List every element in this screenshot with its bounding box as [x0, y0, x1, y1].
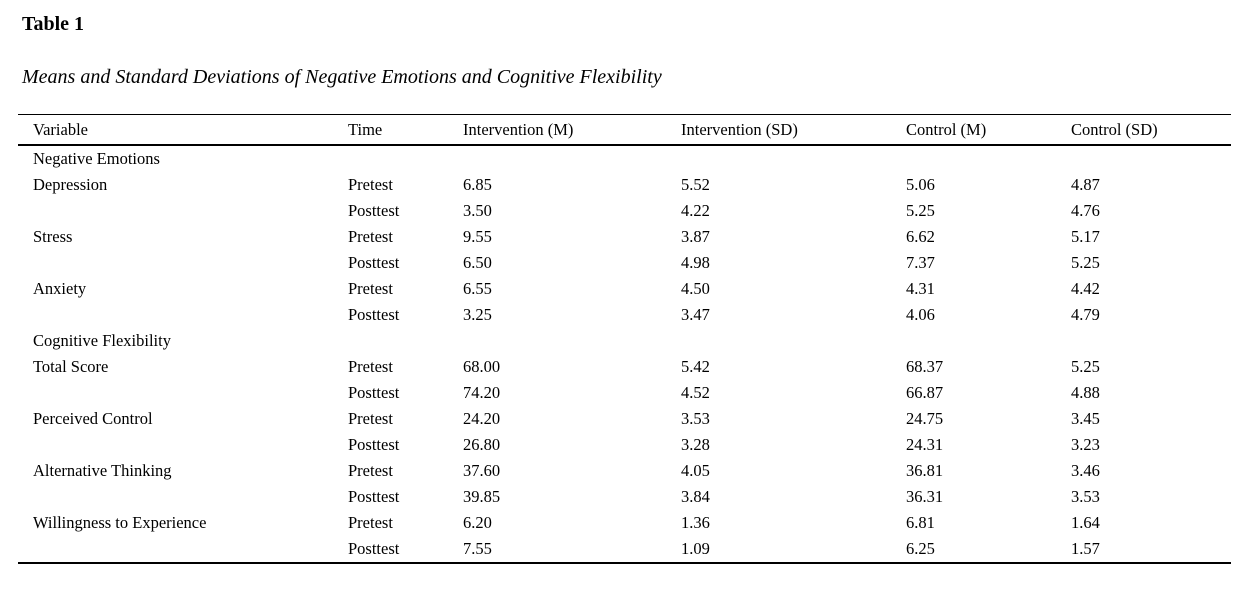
table-cell: 7.55	[463, 536, 681, 563]
table-row	[18, 250, 1231, 276]
table-cell	[18, 198, 348, 224]
table-cell: 36.31	[906, 487, 944, 506]
table-cell: 5.52	[681, 175, 710, 194]
table-cell: Pretest	[348, 175, 393, 194]
table-cell: 5.42	[681, 357, 710, 376]
table-row	[18, 432, 1231, 458]
table-cell	[681, 145, 906, 172]
table-cell	[18, 250, 348, 276]
table-cell: 36.81	[906, 461, 944, 480]
table-cell: Pretest	[348, 461, 393, 480]
column-header: Intervention (SD)	[681, 115, 906, 146]
table-cell: Stress	[33, 227, 73, 246]
table-cell: 4.06	[906, 305, 935, 324]
table-cell: Perceived Control	[33, 409, 153, 428]
table-cell	[1071, 145, 1231, 172]
table-row	[18, 406, 1231, 432]
table-cell: 3.47	[681, 305, 710, 324]
table-cell: 4.52	[681, 383, 710, 402]
table-row	[18, 145, 1231, 172]
table-cell: 66.87	[906, 383, 944, 402]
column-header: Control (M)	[906, 115, 1071, 146]
table-row	[18, 328, 1231, 354]
table-cell: 3.46	[1071, 461, 1100, 480]
table-cell: Posttest	[348, 253, 400, 272]
table-cell: 3.53	[1071, 487, 1100, 506]
table-row	[18, 354, 1231, 380]
table-cell: 6.81	[906, 513, 935, 532]
table-cell: Posttest	[348, 383, 400, 402]
table-cell: Alternative Thinking	[33, 461, 172, 480]
table-cell: Cognitive Flexibility	[33, 331, 171, 350]
table-cell: 9.55	[463, 227, 492, 246]
table-cell: Total Score	[33, 357, 109, 376]
table-label: Table 1	[22, 13, 85, 35]
table-row	[18, 536, 1231, 563]
table-cell	[906, 328, 1071, 354]
table-cell: 4.50	[681, 279, 710, 298]
table-cell: 4.79	[1071, 305, 1100, 324]
table-cell: 4.22	[681, 201, 710, 220]
table-cell: Posttest	[348, 487, 400, 506]
table-cell	[18, 484, 348, 510]
stats-table	[18, 114, 1231, 564]
table-cell: Depression	[33, 175, 108, 194]
table-cell: 3.23	[1071, 435, 1100, 454]
table-cell: 3.45	[1071, 409, 1100, 428]
table-cell: 6.55	[463, 279, 492, 298]
table-cell: Posttest	[348, 536, 463, 563]
table-cell: 6.25	[906, 536, 1071, 563]
table-row	[18, 458, 1231, 484]
table-cell: 3.53	[681, 409, 710, 428]
table-cell: 1.09	[681, 536, 906, 563]
header-row	[18, 115, 1231, 146]
table-cell: 24.20	[463, 409, 501, 428]
column-header: Intervention (M)	[463, 115, 681, 146]
table-cell: 4.98	[681, 253, 710, 272]
table-title: Means and Standard Deviations of Negative Emotions and Cognitive Flexibility	[22, 66, 662, 88]
table-cell: 4.87	[1071, 175, 1100, 194]
column-header: Control (SD)	[1071, 115, 1231, 146]
table-row	[18, 224, 1231, 250]
table-cell	[18, 380, 348, 406]
table-cell	[1071, 328, 1231, 354]
table-cell: 4.05	[681, 461, 710, 480]
table-cell: 5.25	[1071, 357, 1100, 376]
table-cell: 68.37	[906, 357, 944, 376]
table-cell: 1.57	[1071, 536, 1231, 563]
table-cell: 3.50	[463, 201, 492, 220]
column-header: Time	[348, 115, 463, 146]
table-cell: 3.25	[463, 305, 492, 324]
table-cell: Negative Emotions	[33, 149, 160, 168]
table-row	[18, 302, 1231, 328]
table-header	[18, 115, 1231, 146]
table-cell: Posttest	[348, 305, 400, 324]
table-cell: Pretest	[348, 227, 393, 246]
table-row	[18, 510, 1231, 536]
table-cell	[18, 432, 348, 458]
table-cell: 24.75	[906, 409, 944, 428]
table-cell: 6.20	[463, 513, 492, 532]
table-cell	[18, 536, 348, 563]
table-cell: 6.50	[463, 253, 492, 272]
table-cell: Anxiety	[33, 279, 87, 298]
table-cell: 24.31	[906, 435, 944, 454]
document-page	[0, 13, 1239, 564]
table-cell: Posttest	[348, 201, 400, 220]
table-cell: 7.37	[906, 253, 935, 272]
table-cell: 26.80	[463, 435, 501, 454]
table-cell	[681, 328, 906, 354]
table-cell	[348, 328, 463, 354]
table-cell: 6.85	[463, 175, 492, 194]
table-row	[18, 380, 1231, 406]
table-cell: 5.17	[1071, 227, 1100, 246]
table-row	[18, 484, 1231, 510]
table-cell	[463, 328, 681, 354]
table-cell: Posttest	[348, 435, 400, 454]
table-row	[18, 276, 1231, 302]
table-cell: 4.76	[1071, 201, 1100, 220]
table-cell: 1.36	[681, 513, 710, 532]
table-cell: 5.25	[906, 201, 935, 220]
table-cell	[906, 145, 1071, 172]
column-header: Variable	[18, 115, 348, 146]
table-cell: Pretest	[348, 409, 393, 428]
table-cell: 5.25	[1071, 253, 1100, 272]
table-cell	[463, 145, 681, 172]
table-cell: 3.87	[681, 227, 710, 246]
table-cell: 68.00	[463, 357, 501, 376]
table-cell: Willingness to Experience	[33, 513, 207, 532]
table-cell: 4.88	[1071, 383, 1100, 402]
table-row	[18, 172, 1231, 198]
table-cell: 3.28	[681, 435, 710, 454]
table-cell: 37.60	[463, 461, 501, 480]
table-row	[18, 198, 1231, 224]
table-cell: 3.84	[681, 487, 710, 506]
table-cell: Pretest	[348, 513, 393, 532]
table-cell: 5.06	[906, 175, 935, 194]
table-cell: 4.31	[906, 279, 935, 298]
table-cell: 39.85	[463, 487, 501, 506]
table-cell: Pretest	[348, 279, 393, 298]
table-cell: 1.64	[1071, 513, 1100, 532]
table-cell: 4.42	[1071, 279, 1100, 298]
table-cell: 6.62	[906, 227, 935, 246]
table-cell: 74.20	[463, 383, 501, 402]
table-cell	[18, 302, 348, 328]
table-cell: Pretest	[348, 357, 393, 376]
table-body	[18, 145, 1231, 563]
table-cell	[348, 145, 463, 172]
